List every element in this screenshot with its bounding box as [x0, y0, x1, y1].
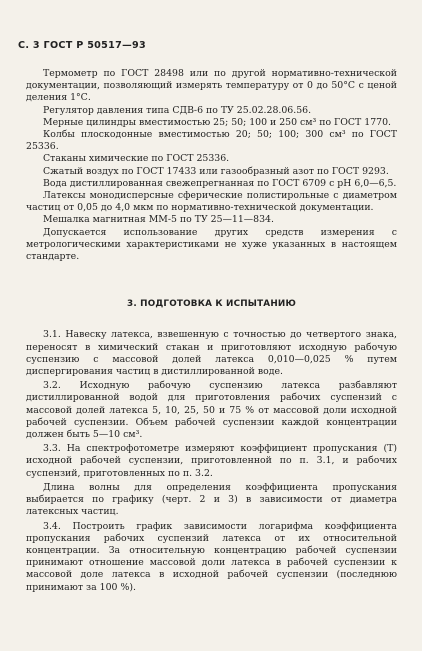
equipment-distilled-water: Вода дистиллированная свежепрегнанная по ГОСТ 6709 с рН 6,0—6,5. [43, 177, 397, 189]
equipment-latexes: Латексы монодисперсные сферические полистирольные с диаметром частиц от 0,05 до 4,0 мкм по нормативно-технической документации. [26, 190, 397, 214]
equipment-magnetic-stirrer: Мешалка магнитная ММ-5 по ТУ 25—11—834. [43, 214, 274, 226]
paragraph-3-4: 3.4. Построить график зависимости логарифма коэффициента пропускания рабочих суспензий латекса от их относительной концентрации. За относительную концентрацию рабочей суспензии принимают отношение массовой доли латекса в рабочей суспензии к массовой доле латекса в исходной рабочей суспензии (последнюю принимают за 100 %). [26, 520, 397, 593]
equipment-pressure-regulator: Регулятор давления типа СДВ-6 по ТУ 25.02.28.06.56. [43, 104, 312, 116]
paragraph-wavelength-note: Длина волны для определения коэффициента пропускания выбирается по графику (черт. 2 и 3) в зависимости от диаметра латексных частиц. [26, 481, 397, 518]
section-heading: 3. ПОДГОТОВКА К ИСПЫТАНИЮ [127, 299, 296, 310]
paragraph-3-3: 3.3. На спектрофотометре измеряют коэффициент пропускания (T) исходной рабочей суспензии, приготовленной по п. 3.1, и рабочих суспензий, приготовленных по п. 3.2. [26, 443, 397, 479]
equipment-compressed-air: Сжатый воздух по ГОСТ 17433 или газообразный азот по ГОСТ 9293. [43, 165, 389, 177]
document-body [26, 68, 397, 594]
equipment-thermometer: Термометр по ГОСТ 28498 или по другой нормативно-технической документации, позволяющий измерять температуру от 0 до 50°С с ценой деления 1°С. [26, 68, 397, 104]
equipment-substitution-note: Допускается использование других средств измерения с метрологическими характеристиками не хуже указанных в настоящем стандарте. [26, 226, 397, 263]
equipment-measuring-cylinders: Мерные цилиндры вместимостью 25; 50; 100 и 250 см³ по ГОСТ 1770. [43, 116, 391, 128]
paragraph-3-2: 3.2. Исходную рабочую суспензию латекса разбавляют дистиллированной водой для приготовления рабочих суспензий с массовой долей латекса 5, 10, 25, 50 и 75 % от массовой доли исходной рабочей суспензии. Объем рабочей суспензии каждой концентрации должен быть 5—10 см³. [26, 380, 397, 441]
equipment-beakers: Стаканы химические по ГОСТ 25336. [43, 153, 230, 165]
page-header: С. 3 ГОСТ Р 50517—93 [18, 40, 146, 51]
paragraph-3-1: 3.1. Навеску латекса, взвешенную с точностью до четвертого знака, переносят в химический стакан и приготовляют исходную рабочую суспензию с массовой долей латекса 0,010—0,025 % путем диспергирования частиц в дистиллированной воде. [26, 329, 397, 378]
equipment-flasks: Колбы плоскодонные вместимостью 20; 50; 100; 300 см³ по ГОСТ 25336. [26, 129, 397, 153]
